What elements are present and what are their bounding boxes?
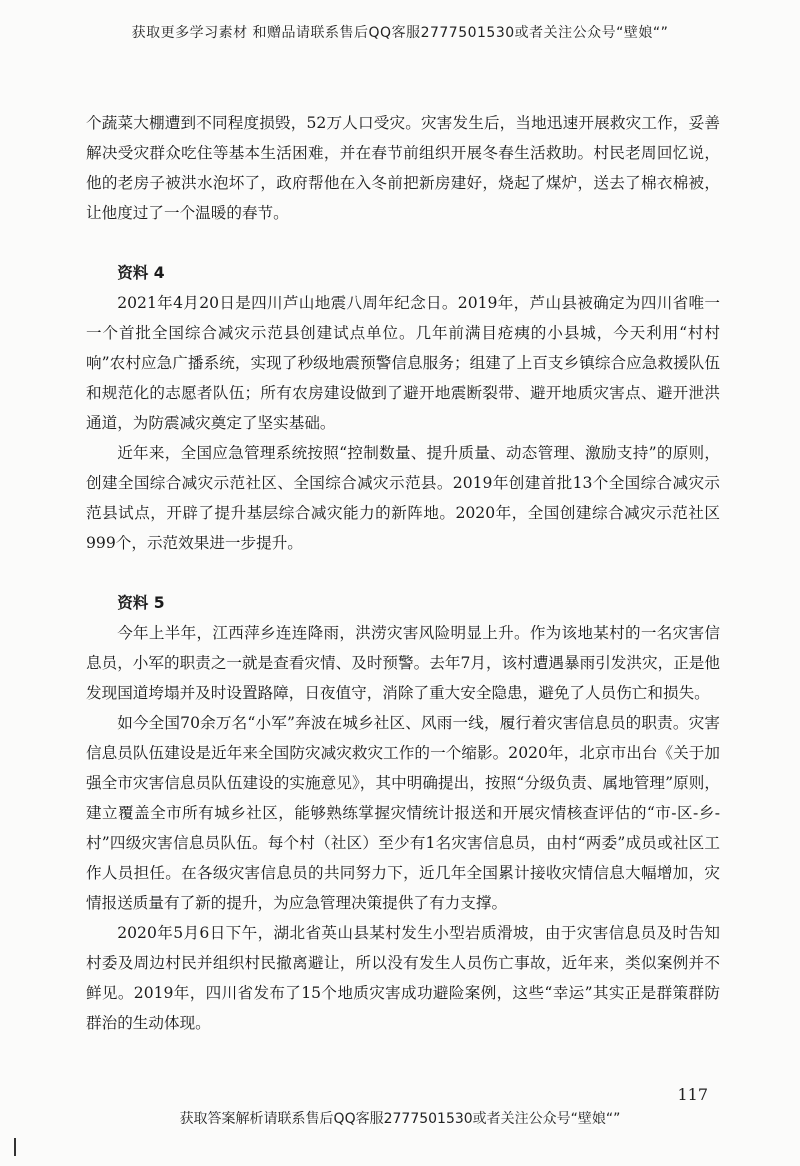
section-5-heading: 资料 5 xyxy=(117,594,165,612)
scan-artifact-mark xyxy=(14,1138,16,1156)
header-banner: 获取更多学习素材 和赠品请联系售后QQ客服2777501530或者关注公众号“壁娘“” xyxy=(131,25,669,41)
page-number: 117 xyxy=(677,1085,708,1104)
section-4-paragraph-1: 2021年4月20日是四川芦山地震八周年纪念日。2019年，芦山县被确定为四川省唯一一个首批全国综合减灾示范县创建试点单位。几年前满目疮痍的小县城，今天利用“村村响”农村应急广播系统，实现了秒级地震预警信息服务；组建了上百支乡镇综合应急救援队伍和规范化的志愿者队伍；所有农房建设做到了避开地震断裂带、避开地质灾害点、避开泄洪通道，为防震减灾奠定了坚实基础。 xyxy=(86,294,720,432)
section-5-paragraph-1: 今年上半年，江西萍乡连连降雨，洪涝灾害风险明显上升。作为该地某村的一名灾害信息员，小军的职责之一就是查看灾情、及时预警。去年7月，该村遭遇暴雨引发洪灾，正是他发现国道垮塌并及时设置路障，日夜值守，消除了重大安全隐患，避免了人员伤亡和损失。 xyxy=(86,624,720,702)
footer-banner: 获取答案解析请联系售后QQ客服2777501530或者关注公众号“壁娘“” xyxy=(179,1111,621,1127)
section-5-paragraph-2: 如今全国70余万名“小军”奔波在城乡社区、风雨一线，履行着灾害信息员的职责。灾害信息员队伍建设是近年来全国防灾减灾救灾工作的一个缩影。2020年，北京市出台《关于加强全市灾害信息员队伍建设的实施意见》，其中明确提出，按照“分级负责、属地管理”原则，建立覆盖全市所有城乡社区，能够熟练掌握灾情统计报送和开展灾情核查评估的“市-区-乡-村”四级灾害信息员队伍。每个村（社区）至少有1名灾害信息员，由村“两委”成员或社区工作人员担任。在各级灾害信息员的共同努力下，近几年全国累计接收灾情信息大幅增加，灾情报送质量有了新的提升，为应急管理决策提供了有力支撑。 xyxy=(86,714,720,912)
section-4-heading: 资料 4 xyxy=(117,264,165,282)
page-content xyxy=(86,108,720,1038)
section-5-paragraph-3: 2020年5月6日下午，湖北省英山县某村发生小型岩质滑坡，由于灾害信息员及时告知村委及周边村民并组织村民撤离避让，所以没有发生人员伤亡事故，近年来，类似案例并不鲜见。2019年，四川省发布了15个地质灾害成功避险案例，这些“幸运”其实正是群策群防群治的生动体现。 xyxy=(86,924,720,1032)
section-4-paragraph-2: 近年来，全国应急管理系统按照“控制数量、提升质量、动态管理、激励支持”的原则，创建全国综合减灾示范社区、全国综合减灾示范县。2019年创建首批13个全国综合减灾示范县试点，开辟了提升基层综合减灾能力的新阵地。2020年，全国创建综合减灾示范社区999个，示范效果进一步提升。 xyxy=(86,444,720,552)
intro-paragraph: 个蔬菜大棚遭到不同程度损毁，52万人口受灾。灾害发生后，当地迅速开展救灾工作，妥善解决受灾群众吃住等基本生活困难，并在春节前组织开展冬春生活救助。村民老周回忆说，他的老房子被洪水泡坏了，政府帮他在入冬前把新房建好，烧起了煤炉，送去了棉衣棉被，让他度过了一个温暖的春节。 xyxy=(86,114,720,222)
